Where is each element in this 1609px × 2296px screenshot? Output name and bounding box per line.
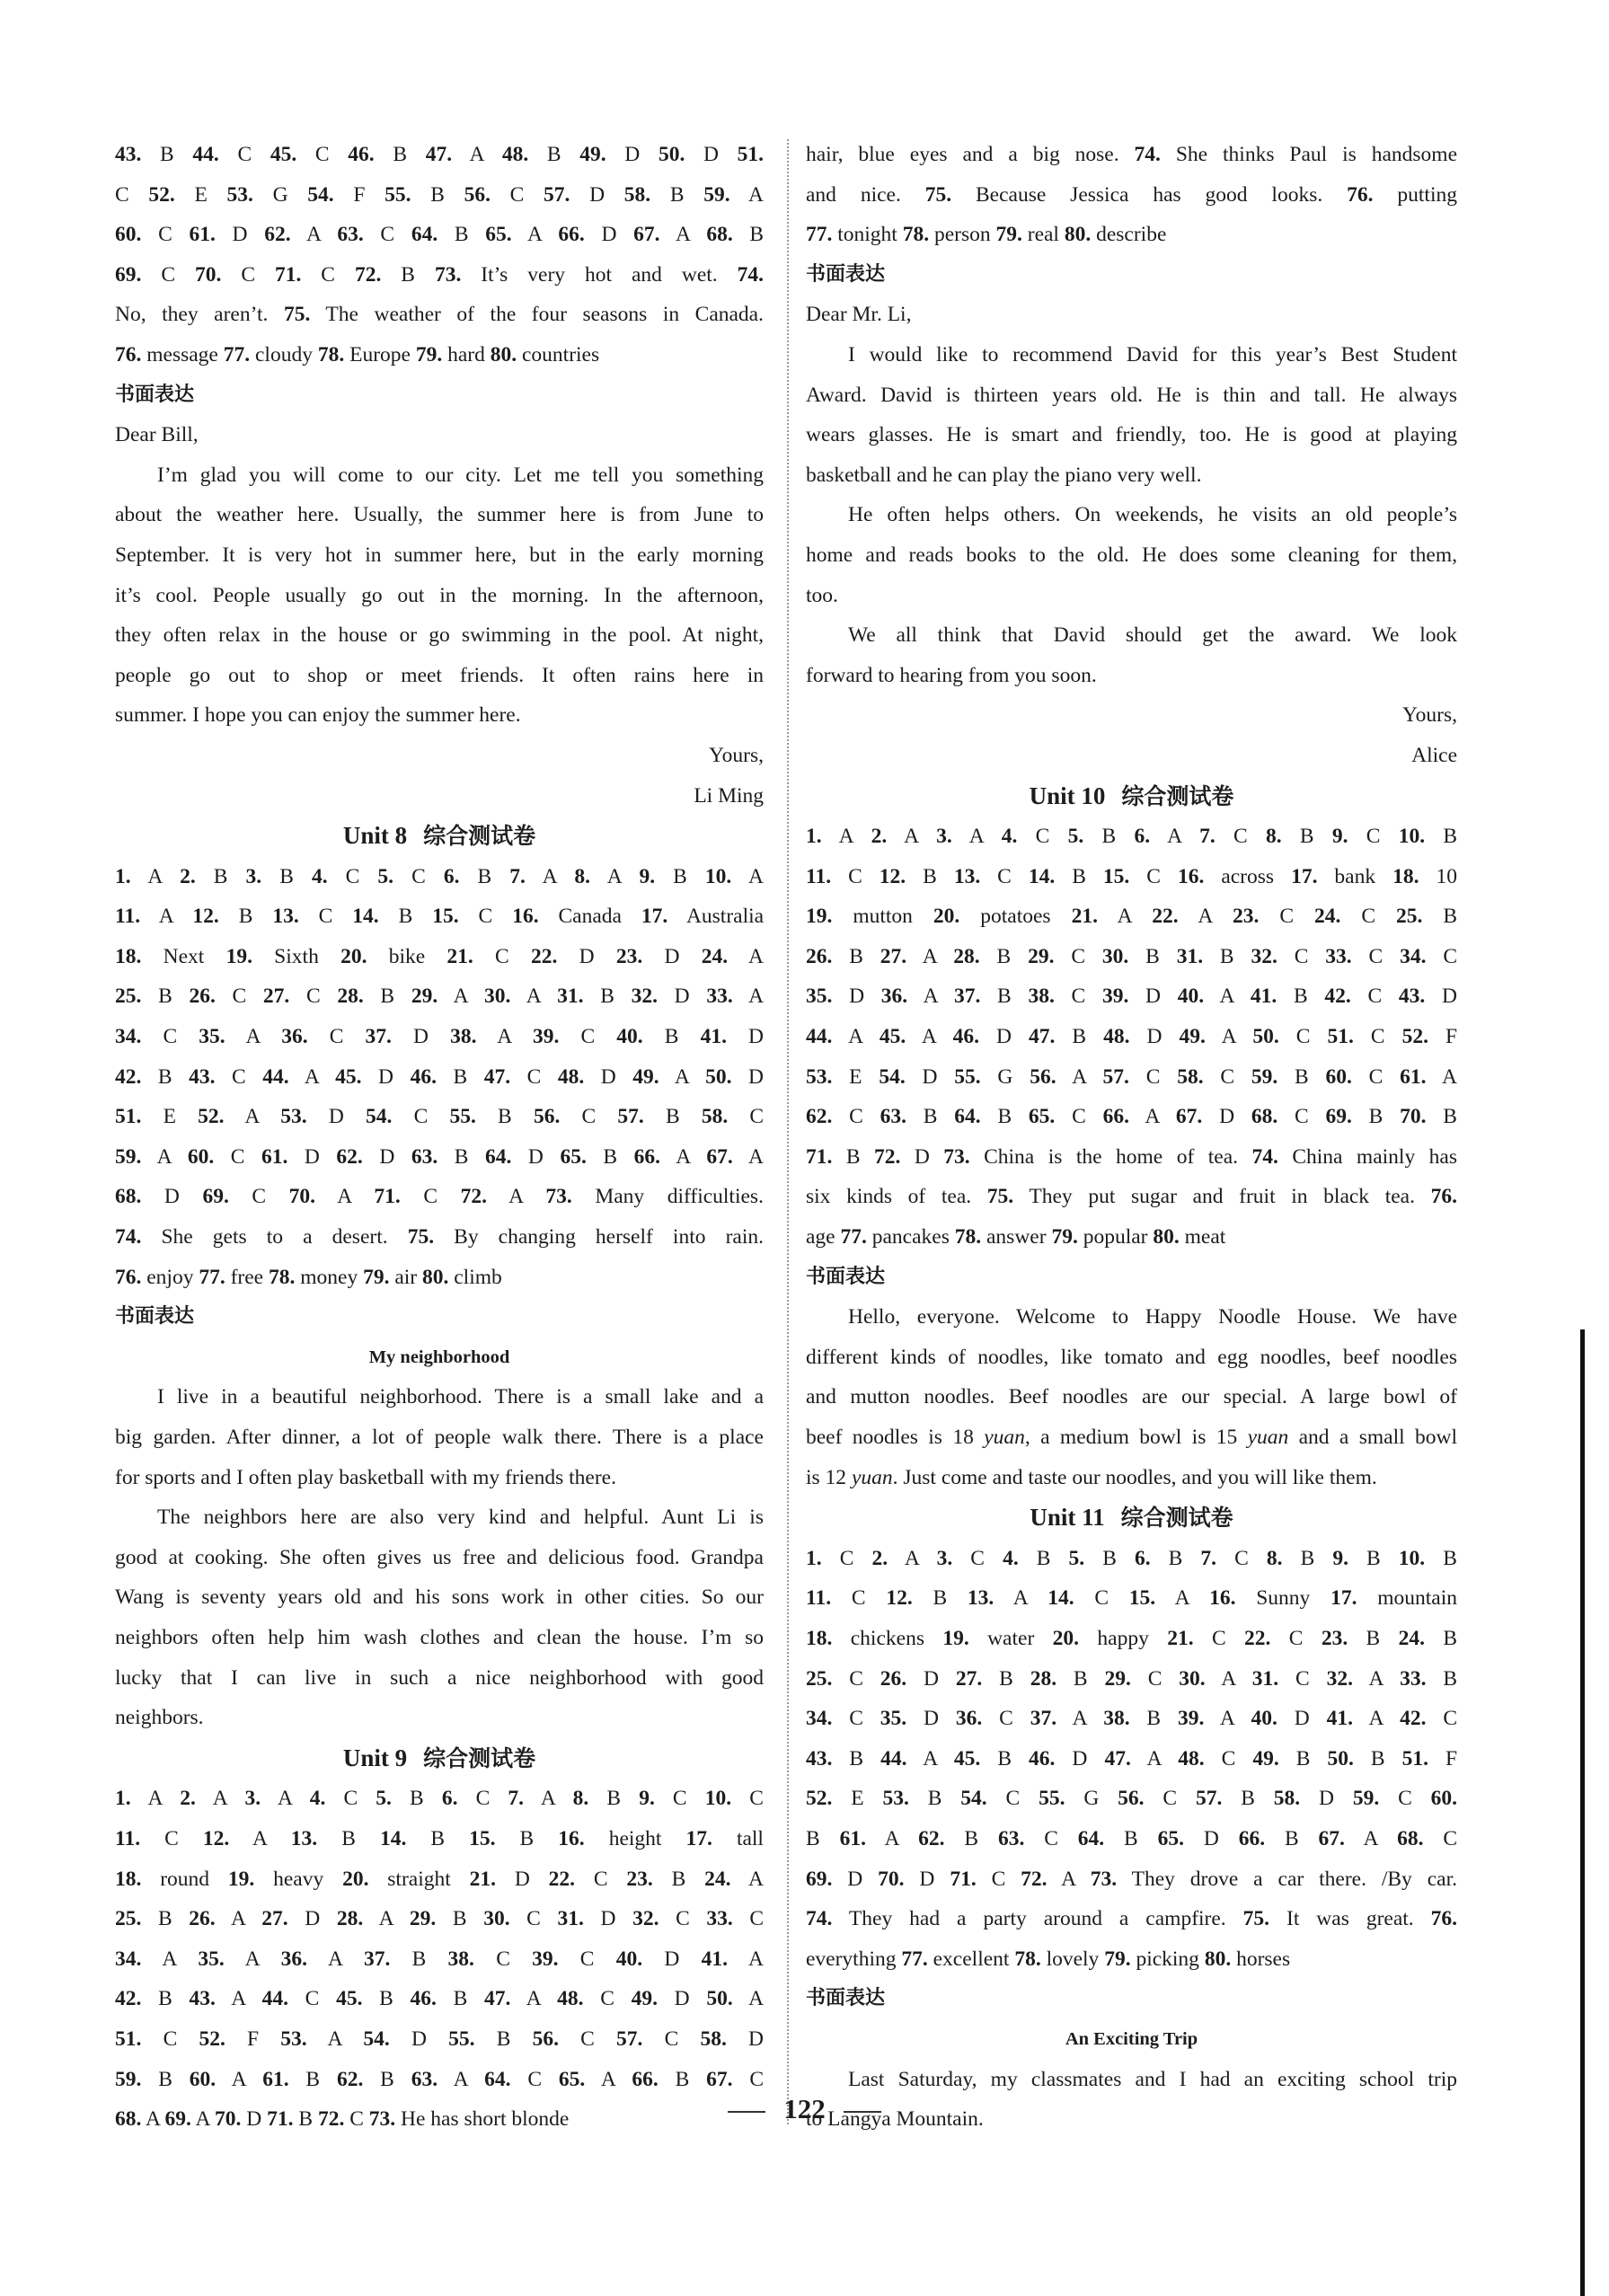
text-line: wears glasses. He is smart and friendly, too. He is good at playing (806, 423, 1457, 447)
answer-line: 18. chickens 19. water 20. happy 21. C 22. C 23. B 24. B (806, 1626, 1458, 1650)
right-column (806, 135, 1457, 2140)
text-line: neighbors. (115, 1706, 204, 1730)
unit9-title: Unit 9 综合测试卷 (342, 1744, 536, 1771)
answer-line: hair, blue eyes and a big nose. 74. She thinks Paul is handsome (806, 143, 1458, 166)
answer-line: 11. A 12. B 13. C 14. B 15. C 16. Canada 17. Australia (115, 905, 765, 929)
text-line: beef noodles is 18 yuan, a medium bowl is 15 yuan and a small bowl (806, 1426, 1458, 1449)
answer-line: 74. She gets to a desert. 75. By changing herself into rain. (115, 1225, 764, 1250)
text-line: forward to hearing from you soon. (806, 663, 1097, 687)
text-line: Wang is seventy years old and his sons work in other cities. So our (115, 1585, 764, 1610)
answer-line: 34. A 35. A 36. A 37. B 38. C 39. C 40. D 41. A (115, 1947, 764, 1971)
unit8-answers (115, 857, 764, 1298)
answer-line: 52. E 53. B 54. C 55. G 56. C 57. B 58. D 59. C 60. (806, 1787, 1458, 1811)
answer-line: 59. A 60. C 61. D 62. D 63. B 64. D 65. B 66. A 67. A (115, 1144, 765, 1169)
letter-paragraph-3 (806, 615, 1457, 695)
answer-line: C 52. E 53. G 54. F 55. B 56. C 57. D 58. B 59. A (115, 182, 764, 207)
letter-signature: Alice (1411, 743, 1457, 767)
text-line: We all think that David should get the award. We look (848, 623, 1457, 648)
column-divider (787, 139, 789, 2124)
unit9-answers (115, 1779, 764, 2139)
unit7-answers (115, 135, 764, 375)
writing-label: 书面表达 (806, 262, 886, 286)
answer-line: 34. C 35. A 36. C 37. D 38. A 39. C 40. B 41. D (115, 1025, 765, 1049)
answer-line: 34. C 35. D 36. C 37. A 38. B 39. A 40. D 41. A 42. C (806, 1707, 1457, 1731)
answer-line: 62. C 63. B 64. B 65. C 66. A 67. D 68. C 69. B 70. B (806, 1105, 1457, 1129)
answer-line: 76. enjoy 77. free 78. money 79. air 80. climb (115, 1265, 502, 1289)
letter-greeting: Dear Bill, (115, 423, 199, 447)
writing-label: 书面表达 (115, 383, 195, 406)
answer-line: No, they aren’t. 75. The weather of the four seasons in Canada. (115, 303, 764, 327)
letter-paragraph-1 (806, 335, 1457, 495)
answer-line: 43. B 44. C 45. C 46. B 47. A 48. B 49. D 50. D 51. (115, 143, 765, 166)
text-line: about the weather here. Usually, the summer here is from June to (115, 503, 764, 527)
text-line: I live in a beautiful neighborhood. There is a small lake and a (157, 1385, 764, 1409)
unit8-title: Unit 8 综合测试卷 (342, 822, 536, 850)
answer-line: 51. E 52. A 53. D 54. C 55. B 56. C 57. B 58. C (115, 1105, 765, 1129)
answer-line: 1. A 2. A 3. A 4. C 5. B 6. A 7. C 8. B 9. C 10. B (806, 825, 1458, 849)
answer-line: and nice. 75. Because Jessica has good looks. 76. putting (806, 182, 1457, 207)
answer-line: 35. D 36. A 37. B 38. C 39. D 40. A 41. B 42. C 43. D (806, 985, 1457, 1009)
text-line: summer. I hope you can enjoy the summer here. (115, 703, 521, 728)
answer-line: 1. C 2. A 3. C 4. B 5. B 6. B 7. C 8. B 9. B 10. B (806, 1546, 1457, 1570)
answer-line: 68. A 69. A 70. D 71. B 72. C 73. He has short blonde (115, 2107, 570, 2132)
answer-line: six kinds of tea. 75. They put sugar and fruit in black tea. 76. (806, 1185, 1458, 1209)
text-line: too. (806, 583, 838, 607)
answer-line: everything 77. excellent 78. lovely 79. picking 80. horses (806, 1947, 1291, 1971)
answer-line: 42. B 43. C 44. A 45. D 46. B 47. C 48. D 49. A 50. D (115, 1064, 765, 1089)
text-line: and mutton noodles. Beef noodles are our special. A large bowl of (806, 1385, 1457, 1409)
answer-line: B 61. A 62. B 63. C 64. B 65. D 66. B 67. A 68. C (806, 1826, 1458, 1850)
answer-line: 1. A 2. A 3. A 4. C 5. B 6. C 7. A 8. B 9. C 10. C (115, 1787, 764, 1811)
text-line: Hello, everyone. Welcome to Happy Noodle House. We have (848, 1305, 1457, 1329)
answer-line: 18. round 19. heavy 20. straight 21. D 22. C 23. B 24. A (115, 1867, 764, 1891)
text-line: home and reads books to the old. He does some cleaning for them, (806, 543, 1457, 567)
letter-signature: Li Ming (694, 783, 764, 808)
text-line: basketball and he can play the piano very well. (806, 463, 1202, 487)
answer-line: 60. C 61. D 62. A 63. C 64. B 65. A 66. D 67. A 68. B (115, 223, 765, 247)
text-line: it’s cool. People usually go out in the morning. In the afternoon, (115, 583, 764, 607)
answer-line: 42. B 43. A 44. C 45. B 46. B 47. A 48. C 49. D 50. A (115, 1987, 765, 2011)
text-line: different kinds of noodles, like tomato and egg noodles, beef noodles (806, 1345, 1457, 1369)
writing-label: 书面表达 (115, 1305, 195, 1329)
text-line: is 12 yuan. Just come and taste our noodles, and you will like them. (806, 1465, 1377, 1489)
page-edge-bar (1580, 1329, 1585, 2296)
text-line: I would like to recommend David for this year’s Best Student (848, 342, 1457, 366)
letter-greeting: Dear Mr. Li, (806, 303, 912, 327)
letter-paragraph-2 (806, 495, 1457, 615)
answer-line: 26. B 27. A 28. B 29. C 30. B 31. B 32. C 33. C 34. C (806, 944, 1457, 968)
unit10-title: Unit 10 综合测试卷 (1029, 782, 1234, 809)
answer-line: 11. C 12. B 13. C 14. B 15. C 16. across 17. bank 18. 10 (806, 864, 1457, 888)
answer-line: 25. B 26. C 27. C 28. B 29. A 30. A 31. B 32. D 33. A (115, 985, 765, 1009)
essay-title: My neighborhood (368, 1347, 510, 1367)
answer-line: 19. mutton 20. potatoes 21. A 22. A 23. C 24. C 25. B (806, 905, 1458, 929)
letter-closing: Yours, (1402, 703, 1457, 728)
answer-line: 69. D 70. D 71. C 72. A 73. They drove a car there. /By car. (806, 1867, 1457, 1891)
essay-title: An Exciting Trip (1065, 2028, 1198, 2049)
answer-line: 25. C 26. D 27. B 28. B 29. C 30. A 31. C 32. A 33. B (806, 1666, 1457, 1691)
text-line: big garden. After dinner, a lot of people walk there. There is a place (115, 1426, 764, 1449)
answer-line: 74. They had a party around a campfire. 75. It was great. 76. (806, 1907, 1458, 1931)
left-column (115, 135, 764, 2140)
text-line: they often relax in the house or go swimming in the pool. At night, (115, 623, 764, 648)
unit11-answers (806, 1539, 1457, 1980)
answer-line: 43. B 44. A 45. B 46. D 47. A 48. C 49. B 50. B 51. F (806, 1746, 1458, 1771)
page-number: 122 (0, 2093, 1609, 2125)
text-line: He often helps others. On weekends, he visits an old people’s (848, 503, 1457, 527)
text-line: I’m glad you will come to our city. Let me tell you something (157, 463, 764, 487)
answer-line: 44. A 45. A 46. D 47. B 48. D 49. A 50. C 51. C 52. F (806, 1025, 1458, 1049)
text-line: lucky that I can live in such a nice neighborhood with good (115, 1665, 764, 1690)
answer-line: 25. B 26. A 27. D 28. A 29. B 30. C 31. D 32. C 33. C (115, 1907, 765, 1931)
writing-label: 书面表达 (806, 1265, 886, 1288)
answer-line: 69. C 70. C 71. C 72. B 73. It’s very hot and wet. 74. (115, 262, 765, 287)
answer-line: 11. C 12. A 13. B 14. B 15. B 16. height 17. tall (115, 1826, 764, 1850)
text-line: September. It is very hot in summer here, but in the early morning (115, 543, 764, 567)
answer-line: 77. tonight 78. person 79. real 80. describe (806, 223, 1167, 247)
answer-line: 76. message 77. cloudy 78. Europe 79. hard 80. countries (115, 342, 600, 366)
answer-line: 1. A 2. B 3. B 4. C 5. C 6. B 7. A 8. A 9. B 10. A (115, 864, 765, 888)
writing-label: 书面表达 (806, 1987, 886, 2010)
text-line: to Langya Mountain. (806, 2107, 984, 2132)
letter-closing: Yours, (709, 743, 764, 767)
answer-line: 51. C 52. F 53. A 54. D 55. B 56. C 57. C 58. D (115, 2027, 764, 2051)
text-line: neighbors often help him wash clothes and clean the house. I’m so (115, 1625, 764, 1649)
text-line: The neighbors here are also very kind and helpful. Aunt Li is (157, 1506, 764, 1530)
unit9-answers-continued (806, 135, 1457, 255)
answer-line: 53. E 54. D 55. G 56. A 57. C 58. C 59. B 60. C 61. A (806, 1064, 1457, 1089)
answer-line: 59. B 60. A 61. B 62. B 63. A 64. C 65. A 66. B 67. C (115, 2067, 765, 2091)
text-line: people go out to shop or meet friends. It often rains here in (115, 663, 764, 687)
essay-paragraph-2 (115, 1497, 764, 1738)
answer-line: 11. C 12. B 13. A 14. C 15. A 16. Sunny 17. mountain (806, 1586, 1457, 1611)
text-line: good at cooking. She often gives us free and delicious food. Grandpa (115, 1545, 764, 1569)
answer-line: 68. D 69. C 70. A 71. C 72. A 73. Many difficulties. (115, 1185, 764, 1209)
text-line: for sports and I often play basketball with my friends there. (115, 1465, 616, 1489)
text-line: Last Saturday, my classmates and I had an exciting school trip (848, 2067, 1457, 2091)
unit10-answers (806, 817, 1457, 1258)
letter-body (115, 455, 764, 736)
text-line: Award. David is thirteen years old. He is thin and tall. He always (806, 383, 1457, 407)
noodle-ad-text (806, 1297, 1457, 1497)
essay-paragraph-1 (115, 1377, 764, 1497)
unit11-title: Unit 11 综合测试卷 (1030, 1504, 1233, 1532)
answer-line: 18. Next 19. Sixth 20. bike 21. C 22. D 23. D 24. A (115, 944, 765, 968)
answer-line: 71. B 72. D 73. China is the home of tea. 74. China mainly has (806, 1144, 1457, 1169)
answer-line: age 77. pancakes 78. answer 79. popular 80. meat (806, 1225, 1226, 1250)
